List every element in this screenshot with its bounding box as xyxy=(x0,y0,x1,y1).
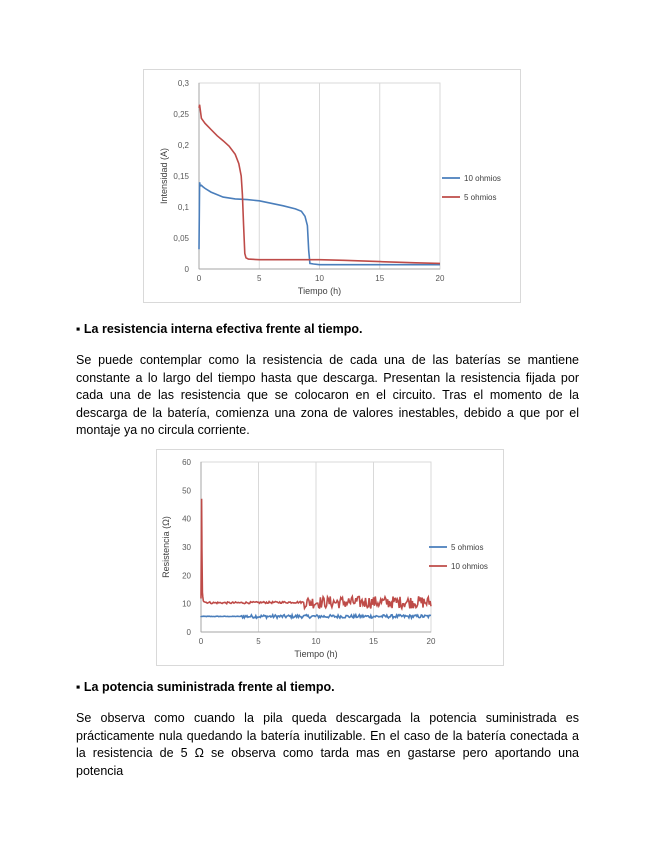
y-tick-label: 40 xyxy=(182,514,191,524)
x-axis-title: Tiempo (h) xyxy=(294,649,338,659)
y-tick-label: 50 xyxy=(182,486,191,496)
y-tick-label: 0,15 xyxy=(173,172,189,181)
y-axis-title: Resistencia (Ω) xyxy=(161,516,171,578)
legend-label: 10 ohmios xyxy=(464,174,501,183)
legend-label: 10 ohmios xyxy=(451,562,488,571)
y-tick-label: 0,2 xyxy=(177,141,189,150)
y-tick-label: 0,05 xyxy=(173,234,189,243)
paragraph-power: Se observa como cuando la pila queda descargada la potencia suministrada es prácticamente nula quedando la batería inutilizable. En el caso de la batería conectada a la resistencia de 5 Ω se observa como tarda mas en gastarse pero aportando una potencia xyxy=(76,711,579,778)
x-tick-label: 20 xyxy=(426,637,436,646)
x-tick-label: 15 xyxy=(369,637,378,646)
legend-label: 5 ohmios xyxy=(451,543,484,552)
y-tick-label: 0 xyxy=(186,628,191,637)
section-heading-resistance: ▪ La resistencia interna efectiva frente al tiempo. xyxy=(76,322,363,336)
intensity-chart xyxy=(143,69,521,303)
section-heading-power: ▪ La potencia suministrada frente al tiempo. xyxy=(76,680,335,694)
x-tick-label: 5 xyxy=(256,637,261,646)
resistance-chart xyxy=(156,449,504,666)
x-tick-label: 0 xyxy=(196,274,202,283)
y-tick-label: 0,25 xyxy=(173,110,189,119)
x-tick-label: 0 xyxy=(198,637,204,646)
legend-label: 5 ohmios xyxy=(464,193,497,202)
x-tick-label: 20 xyxy=(435,274,445,283)
y-tick-label: 0,1 xyxy=(177,203,189,212)
intensity-chart-svg xyxy=(144,70,520,302)
y-tick-label: 0 xyxy=(184,265,189,274)
resistance-chart-svg xyxy=(157,450,503,665)
x-axis-title: Tiempo (h) xyxy=(297,286,342,296)
y-tick-label: 60 xyxy=(182,458,191,467)
y-tick-label: 0,3 xyxy=(177,79,189,88)
y-axis-title: Intensidad (A) xyxy=(159,147,169,205)
y-tick-label: 20 xyxy=(182,571,191,581)
x-tick-label: 15 xyxy=(375,274,385,283)
y-tick-label: 30 xyxy=(182,543,191,552)
x-tick-label: 5 xyxy=(257,274,262,283)
paragraph-resistance: Se puede contemplar como la resistencia de cada una de las baterías se mantiene constante a lo largo del tiempo hasta que descarga. Presentan la resistencia fijada por cada una de las resistencia que se colocaron en el circuito. Tras el momento de la descarga de la batería, comienza una zona de valores inestables, debido a que por el montaje ya no circula corriente. xyxy=(76,353,579,437)
y-tick-label: 10 xyxy=(182,599,191,609)
x-tick-label: 10 xyxy=(311,637,321,646)
x-tick-label: 10 xyxy=(315,274,324,283)
